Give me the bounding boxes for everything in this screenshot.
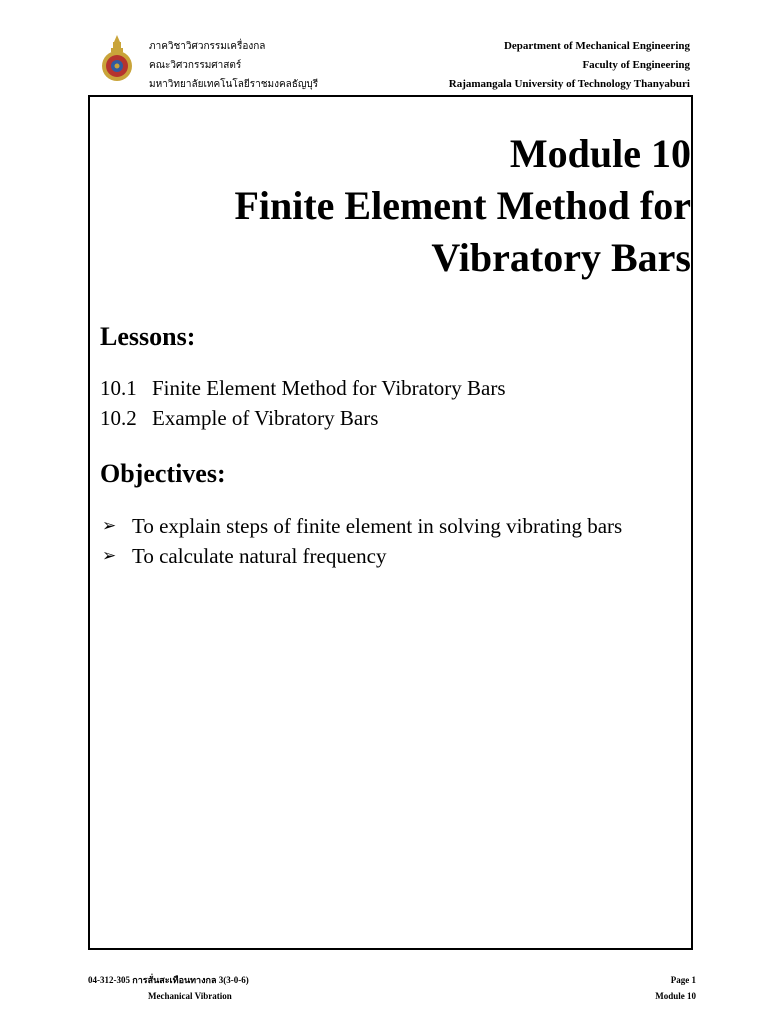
arrow-bullet-icon: ➢: [102, 546, 117, 565]
lesson-number: 10.2: [100, 406, 137, 430]
objective-item: [102, 511, 622, 541]
header-right-line: Faculty of Engineering: [582, 59, 690, 71]
header-english-affiliation: [449, 37, 690, 94]
arrow-bullet-icon: ➢: [102, 516, 117, 535]
footer-course-name: Mechanical Vibration: [148, 991, 232, 1001]
header-thai-affiliation: [149, 37, 318, 94]
footer-course-info: [88, 972, 249, 1004]
footer-page-info: [655, 972, 696, 1004]
objective-item: [102, 541, 622, 571]
lessons-list: [100, 373, 506, 433]
lesson-item: [100, 373, 506, 403]
header-left-line: มหาวิทยาลัยเทคโนโลยีราชมงคลธัญบุรี: [149, 79, 319, 90]
title-line-1: Module 10: [509, 131, 691, 176]
header-left-line: ภาควิชาวิศวกรรมเครื่องกล: [149, 41, 266, 52]
header-left-line: คณะวิศวกรรมศาสตร์: [149, 60, 242, 71]
title-line-2: Finite Element Method for: [234, 183, 691, 228]
header-right-line: Department of Mechanical Engineering: [503, 40, 690, 52]
lessons-heading: Lessons:: [100, 322, 196, 351]
university-logo-icon: [100, 34, 134, 84]
lesson-text: Finite Element Method for Vibratory Bars: [152, 376, 506, 400]
lesson-number: 10.1: [100, 376, 137, 400]
objectives-heading: Objectives:: [100, 459, 226, 488]
footer-page-number: Page 1: [670, 975, 696, 985]
objectives-list: [102, 511, 622, 571]
footer-module-label: Module 10: [655, 991, 696, 1001]
objective-text: To calculate natural frequency: [132, 544, 387, 568]
title-line-3: Vibratory Bars: [431, 235, 691, 280]
objective-text: To explain steps of finite element in solving vibrating bars: [132, 514, 623, 538]
footer-course-code: 04-312-305 การสั่นสะเทือนทางกล 3(3-0-6): [88, 975, 249, 985]
header-right-line: Rajamangala University of Technology Thanyaburi: [448, 78, 690, 90]
module-title: [0, 128, 768, 284]
lesson-item: [100, 403, 506, 433]
lesson-text: Example of Vibratory Bars: [152, 406, 379, 430]
